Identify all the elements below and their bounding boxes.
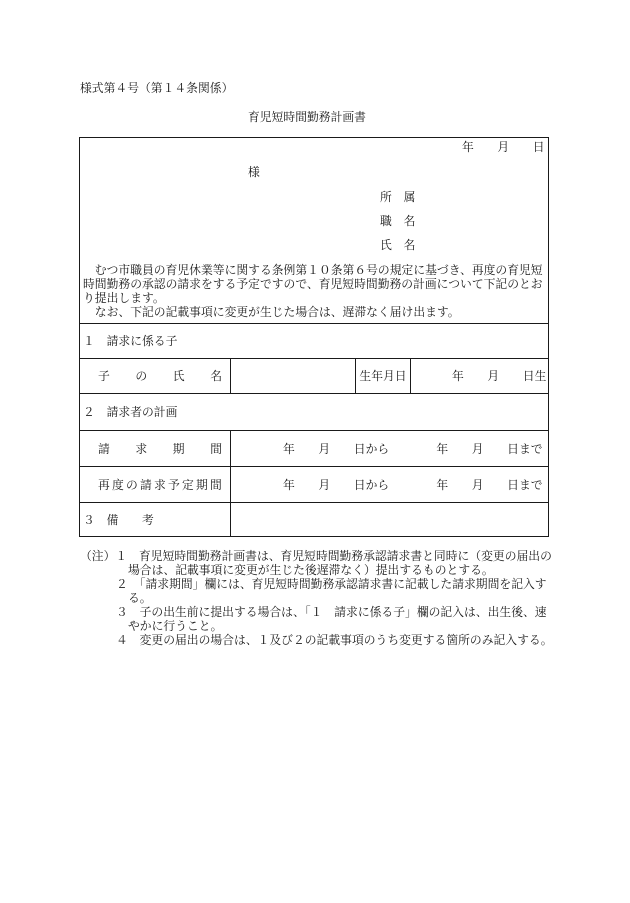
document-title: 育児短時間勤務計画書 <box>248 110 366 124</box>
addressee-suffix: 様 <box>248 165 260 179</box>
next-request-period-row <box>80 466 548 502</box>
statement-line-2: 時間勤務の承認の請求をする予定ですので、育児短時間勤務の計画について下記のとお <box>83 277 543 291</box>
note-line-1: （注）１ 育児短時間勤務計画書は、育児短時間勤務承認請求書と同時に（変更の届出の <box>80 549 552 563</box>
plan-table <box>79 137 549 537</box>
next-request-period-value: 年 月 日から 年 月 日まで <box>230 467 548 502</box>
applicant-block <box>80 138 548 323</box>
request-period-label: 請求期間 <box>98 441 248 456</box>
plan-heading-row <box>80 393 548 430</box>
change-notice: なお、下記の記載事項に変更が生じた場合は、遅滞なく届け出ます。 <box>94 305 460 319</box>
child-name-row <box>80 358 548 393</box>
statement-line-1: むつ市職員の育児休業等に関する条例第１０条第６号の規定に基づき、再度の育児短 <box>94 263 543 277</box>
statement-line-3: り提出します。 <box>83 291 165 305</box>
applicant-name-label: 氏 名 <box>380 238 416 252</box>
remarks-label: ３ 備 考 <box>83 512 154 527</box>
birth-date-label: 生年月日 <box>355 359 410 393</box>
child-section-heading: １ 請求に係る子 <box>83 334 178 348</box>
note-line-6: やかに行うこと。 <box>128 619 223 633</box>
request-period-value: 年 月 日から 年 月 日まで <box>230 431 548 466</box>
remarks-row <box>80 502 548 536</box>
child-name-label: 子の氏名 <box>98 369 248 383</box>
affiliation-label: 所 属 <box>380 190 416 204</box>
request-period-row <box>80 430 548 466</box>
position-label: 職 名 <box>380 214 416 228</box>
note-line-3: ２ 「請求期間」欄には、育児短時間勤務承認請求書に記載した請求期間を記入す <box>116 577 547 591</box>
plan-section-heading: ２ 請求者の計画 <box>83 405 178 419</box>
submission-date: 年 月 日 <box>462 140 545 154</box>
remarks-value-cell <box>230 503 548 536</box>
note-line-2: 場合は、記載事項に変更が生じた後遅滞なく）提出するものとする。 <box>128 563 494 577</box>
note-line-4: る。 <box>128 591 152 605</box>
note-line-7: ４ 変更の届出の場合は、１及び２の記載事項のうち変更する箇所のみ記入する。 <box>116 633 553 647</box>
child-name-value-cell <box>230 359 355 393</box>
note-line-5: ３ 子の出生前に提出する場合は、「１ 請求に係る子」欄の記入は、出生後、速 <box>116 605 547 619</box>
form-number: 様式第４号（第１４条関係） <box>80 81 234 95</box>
child-heading-row <box>80 323 548 358</box>
birth-date-value: 年 月 日生 <box>410 359 548 393</box>
next-request-period-label: 再度の請求予定期間 <box>98 477 224 492</box>
